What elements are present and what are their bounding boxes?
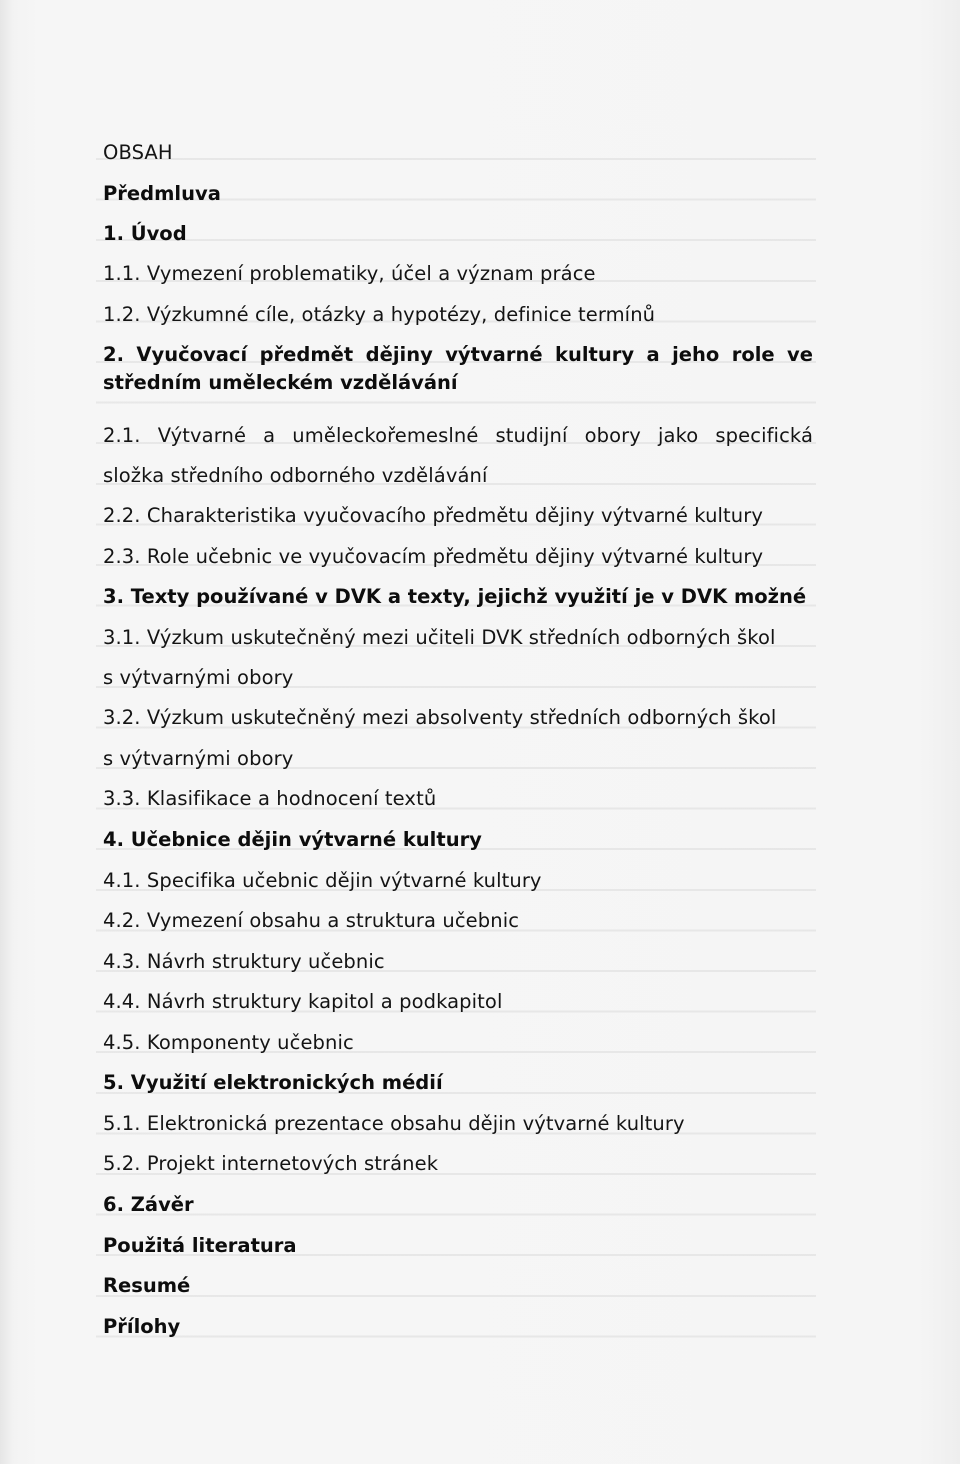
toc-entry-1-1: 1.1. Vymezení problematiky, účel a význam práce <box>103 262 596 285</box>
toc-entry-4-3: 4.3. Návrh struktury učebnic <box>103 950 385 973</box>
toc-entry-5-2: 5.2. Projekt internetových stránek <box>103 1152 439 1175</box>
toc-entry-5: 5. Využití elektronických médií <box>103 1071 443 1094</box>
toc-entry-1-2: 1.2. Výzkumné cíle, otázky a hypotézy, definice termínů <box>103 303 656 326</box>
toc-entry-prilohy: Přílohy <box>103 1315 181 1338</box>
toc-entry-2-2: 2.2. Charakteristika vyučovacího předmětu dějiny výtvarné kultury <box>103 504 764 527</box>
toc-entry-4-2: 4.2. Vymezení obsahu a struktura učebnic <box>103 909 520 932</box>
toc-entry-4-5: 4.5. Komponenty učebnic <box>103 1031 354 1054</box>
toc-entry-3-2-line1: 3.2. Výzkum uskutečněný mezi absolventy středních odborných škol <box>103 706 777 729</box>
toc-entry-3-3: 3.3. Klasifikace a hodnocení textů <box>103 787 437 810</box>
toc-entry-2-line1: 2. Vyučovací předmět dějiny výtvarné kultury a jeho role ve <box>103 343 813 366</box>
toc-entry-2-1-line2: složka středního odborného vzdělávání <box>103 464 488 487</box>
toc-heading: OBSAH <box>103 141 173 164</box>
toc-entry-3: 3. Texty používané v DVK a texty, jejichž využití je v DVK možné <box>103 585 807 608</box>
toc-entry-1: 1. Úvod <box>103 222 187 245</box>
toc-entry-4: 4. Učebnice dějin výtvarné kultury <box>103 828 482 851</box>
toc-entry-3-1-line1: 3.1. Výzkum uskutečněný mezi učiteli DVK středních odborných škol <box>103 626 776 649</box>
toc-entry-predmluva: Předmluva <box>103 182 221 205</box>
toc-entry-4-4: 4.4. Návrh struktury kapitol a podkapitol <box>103 990 503 1013</box>
toc-entry-2-3: 2.3. Role učebnic ve vyučovacím předmětu dějiny výtvarné kultury <box>103 545 764 568</box>
toc-entry-6: 6. Závěr <box>103 1193 194 1216</box>
toc-entry-2-1-line1: 2.1. Výtvarné a uměleckořemeslné studijní obory jako specifická <box>103 424 813 447</box>
toc-entry-4-1: 4.1. Specifika učebnic dějin výtvarné kultury <box>103 869 542 892</box>
toc-entry-literatura: Použitá literatura <box>103 1234 297 1257</box>
toc-entry-5-1: 5.1. Elektronická prezentace obsahu dějin výtvarné kultury <box>103 1112 685 1135</box>
toc-entry-3-1-line2: s výtvarnými obory <box>103 666 294 689</box>
toc-entry-2-line2: středním uměleckém vzdělávání <box>103 371 458 394</box>
toc-entry-3-2-line2: s výtvarnými obory <box>103 747 294 770</box>
toc-entry-resume: Resumé <box>103 1274 191 1297</box>
